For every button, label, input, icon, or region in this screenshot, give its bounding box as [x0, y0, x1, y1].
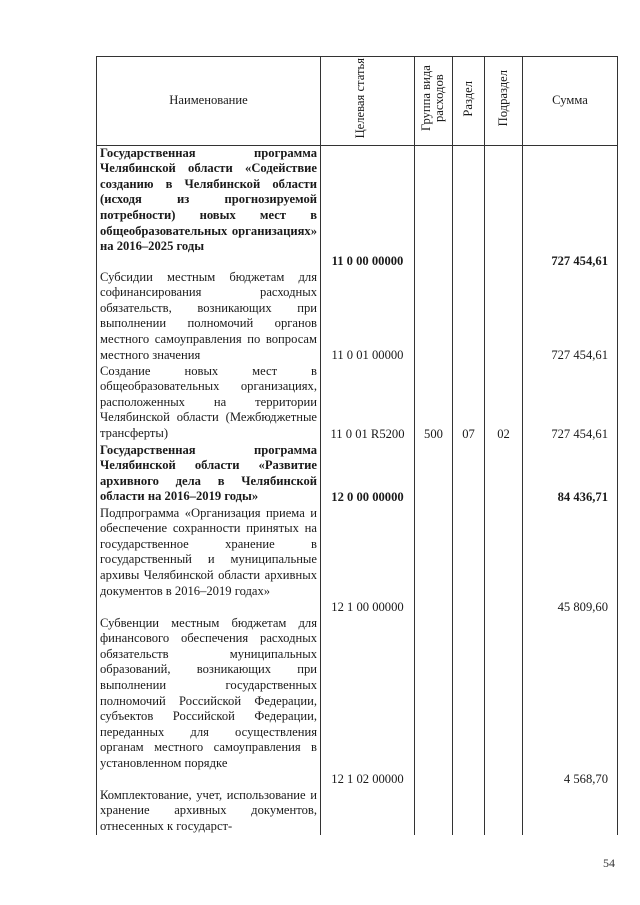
budget-table — [96, 56, 618, 835]
row-subsection — [485, 270, 523, 364]
header-subsection: Подраздел — [485, 57, 523, 146]
header-code: Целевая статья — [321, 57, 415, 146]
row-sum: 727 454,61 — [523, 145, 618, 270]
table-row — [97, 145, 618, 270]
row-section: 07 — [453, 364, 485, 443]
row-section — [453, 270, 485, 364]
table-row — [97, 270, 618, 364]
row-group — [415, 145, 453, 270]
row-section — [453, 145, 485, 270]
row-code: 12 1 00 00000 — [321, 506, 415, 616]
row-group — [415, 443, 453, 506]
row-group — [415, 616, 453, 788]
row-name: Государственная программа Челябинской области «Содействие созданию в Челябинской области (исходя из прогнозируемой потребности) новых мест в общеобразовательных организациях» на 2016–2025 годы — [97, 145, 321, 270]
table-row — [97, 506, 618, 616]
row-group — [415, 506, 453, 616]
row-name: Субсидии местным бюджетам для софинансирования расходных обязательств, возникающих при выполнении полномочий органов местного самоуправления по вопросам местного значения — [97, 270, 321, 364]
row-group — [415, 788, 453, 835]
row-group: 500 — [415, 364, 453, 443]
row-code: 12 1 02 00000 — [321, 616, 415, 788]
header-group: Группа вида расходов — [415, 57, 453, 146]
row-subsection — [485, 616, 523, 788]
page-number: 54 — [603, 856, 615, 870]
row-subsection — [485, 443, 523, 506]
table-row — [97, 616, 618, 788]
row-subsection — [485, 788, 523, 835]
row-name: Субвенции местным бюджетам для финансового обеспечения расходных обязательств муниципальных образований, возникающих при выполнении государственных полномочий Российской Федерации, субъектов Российской Федерации, переданных для осуществления органам местного самоуправления в установленном порядке — [97, 616, 321, 788]
row-code: 11 0 01 R5200 — [321, 364, 415, 443]
row-sum: 727 454,61 — [523, 270, 618, 364]
table-row — [97, 788, 618, 835]
header-name: Наименование — [97, 57, 321, 146]
row-sum: 727 454,61 — [523, 364, 618, 443]
row-sum: 45 809,60 — [523, 506, 618, 616]
table-row — [97, 364, 618, 443]
row-subsection — [485, 506, 523, 616]
row-name: Государственная программа Челябинской области «Развитие архивного дела в Челябинской области на 2016–2019 годы» — [97, 443, 321, 506]
row-sum: 84 436,71 — [523, 443, 618, 506]
row-name: Создание новых мест в общеобразовательных организациях, расположенных на территории Челябинской области (Межбюджетные трансферты) — [97, 364, 321, 443]
row-name: Комплектование, учет, использование и хранение архивных документов, отнесенных к государст- — [97, 788, 321, 835]
row-section — [453, 443, 485, 506]
row-sum — [523, 788, 618, 835]
header-sum: Сумма — [523, 57, 618, 146]
row-code: 11 0 01 00000 — [321, 270, 415, 364]
row-sum: 4 568,70 — [523, 616, 618, 788]
table-row — [97, 443, 618, 506]
header-section: Раздел — [453, 57, 485, 146]
row-code: 11 0 00 00000 — [321, 145, 415, 270]
row-section — [453, 506, 485, 616]
row-subsection: 02 — [485, 364, 523, 443]
row-subsection — [485, 145, 523, 270]
row-section — [453, 788, 485, 835]
row-group — [415, 270, 453, 364]
row-code: 12 0 00 00000 — [321, 443, 415, 506]
table-header-row — [97, 57, 618, 146]
row-name: Подпрограмма «Организация приема и обеспечение сохранности принятых на государственное хранение в государственный и муниципальные архивы Челябинской области архивных документов в 2016–2019 годах» — [97, 506, 321, 616]
row-code — [321, 788, 415, 835]
row-section — [453, 616, 485, 788]
